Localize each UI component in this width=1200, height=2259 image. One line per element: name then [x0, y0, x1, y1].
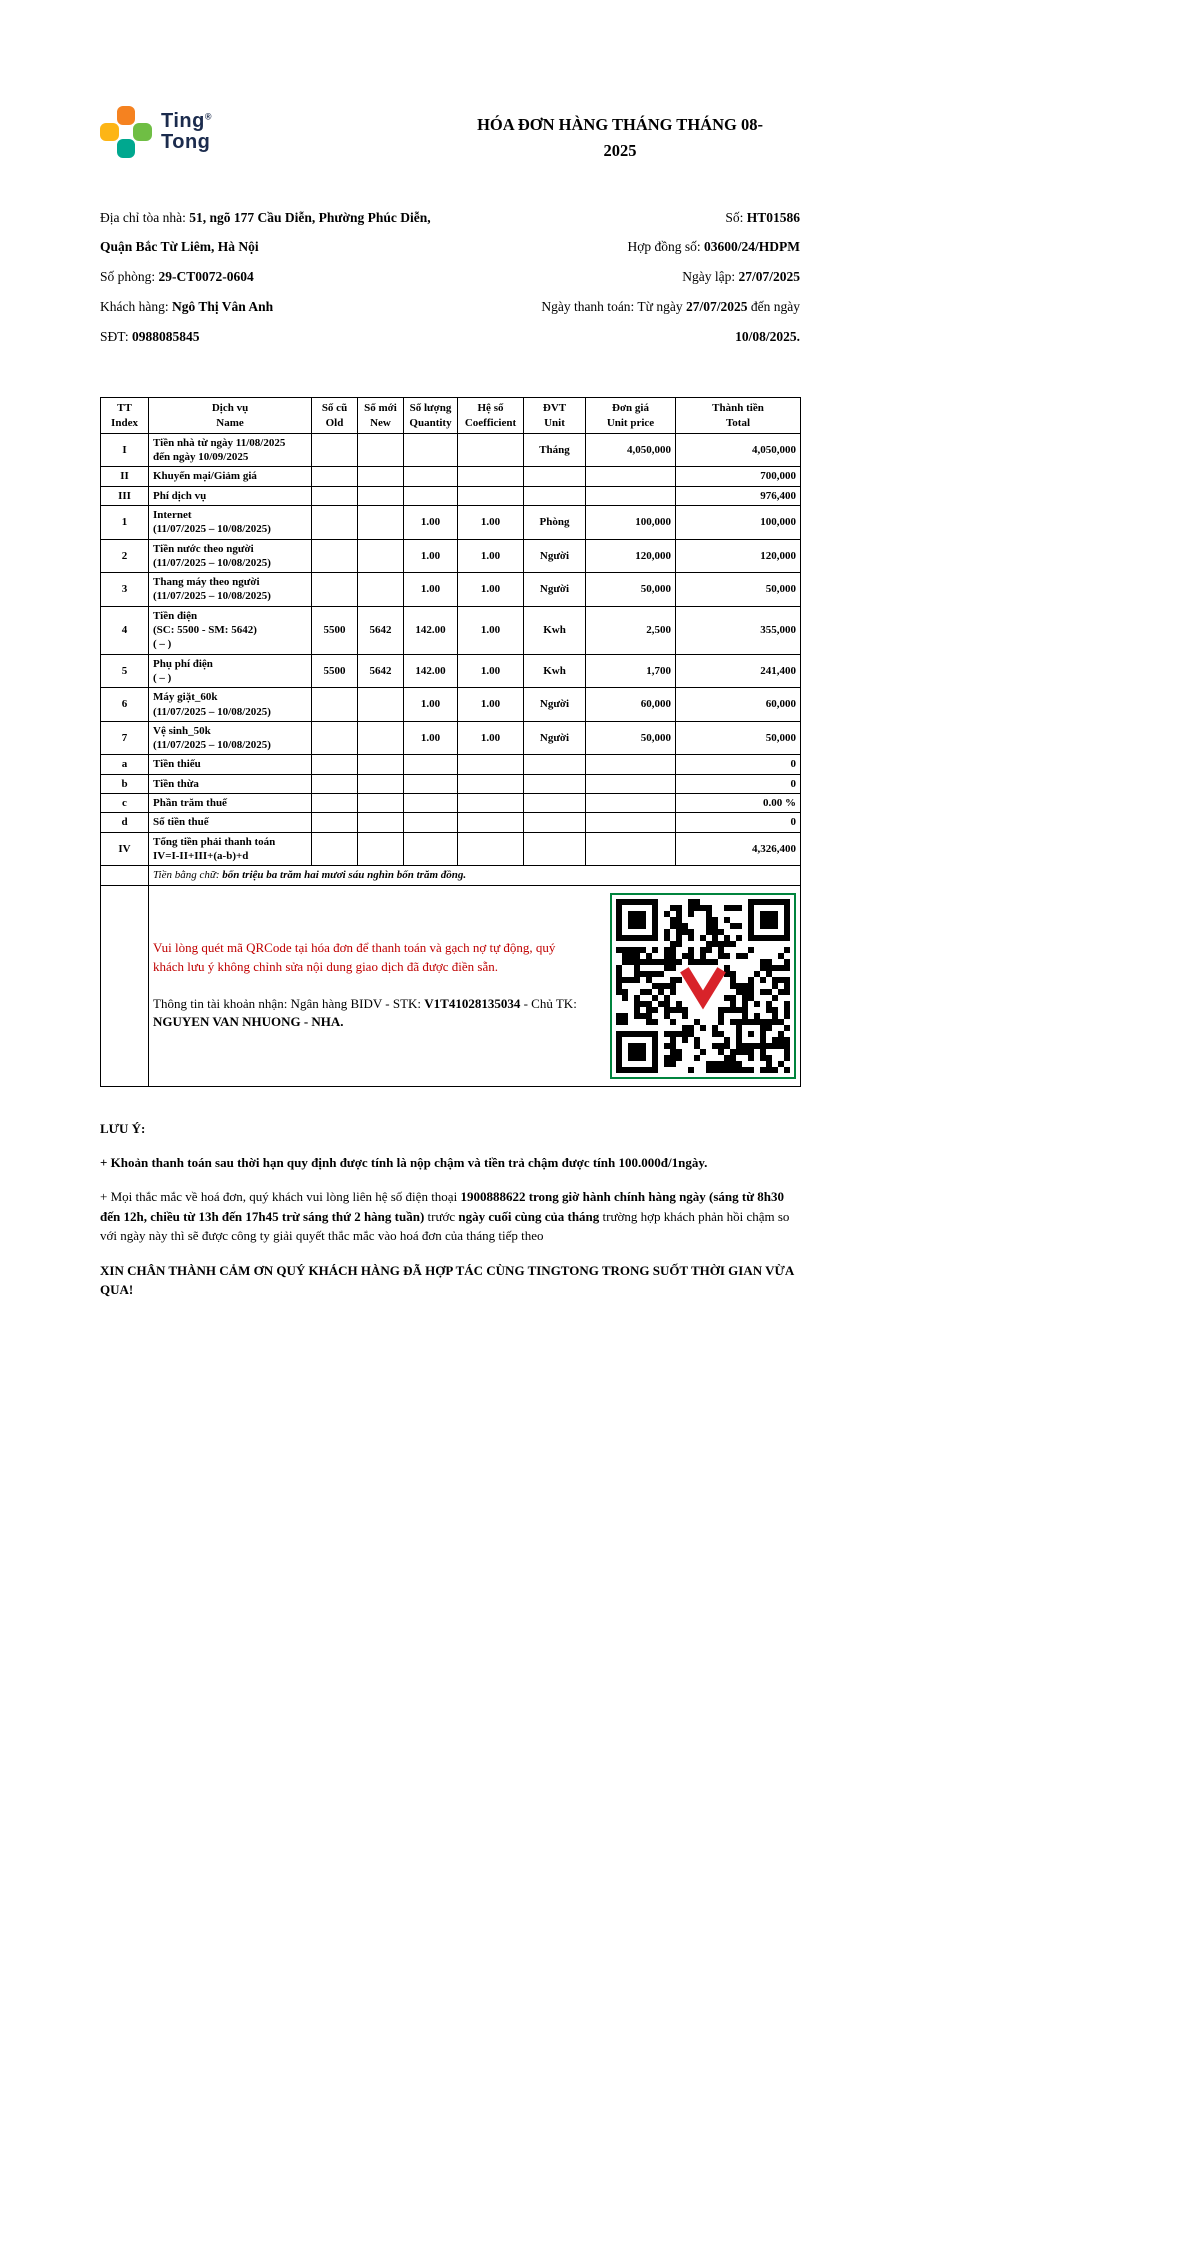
empty-index-cell: [101, 885, 149, 1086]
quantity-cell: [404, 813, 458, 832]
quantity-cell: 1.00: [404, 506, 458, 540]
table-row: [101, 654, 801, 688]
issue-date: [510, 262, 800, 292]
column-header: Số lượng Quantity: [404, 398, 458, 434]
text-segment: 03600/24/HDPM: [704, 239, 800, 255]
new-reading-cell: [358, 688, 404, 722]
row-index-cell: I: [101, 433, 149, 467]
table-row: [101, 486, 801, 505]
text-segment: 29-CT0072-0604: [158, 269, 254, 285]
row-index-cell: 3: [101, 573, 149, 607]
total-cell: 0: [676, 755, 801, 774]
unit-cell: Người: [524, 688, 586, 722]
table-row: [101, 774, 801, 793]
qr-flex: [153, 888, 796, 1084]
total-cell: 0: [676, 813, 801, 832]
column-header: ĐVT Unit: [524, 398, 586, 434]
unit-price-cell: 50,000: [586, 721, 676, 755]
service-name-line: IV=I-II+III+(a-b)+d: [153, 849, 249, 862]
old-reading-cell: 5500: [312, 606, 358, 654]
text-segment: Hợp đồng số:: [627, 239, 704, 255]
service-name-line: (11/07/2025 – 10/08/2025): [153, 556, 271, 569]
column-header: Hệ số Coefficient: [458, 398, 524, 434]
new-reading-cell: [358, 539, 404, 573]
service-name-cell: [149, 813, 312, 832]
old-reading-cell: [312, 433, 358, 467]
new-reading-cell: [358, 813, 404, 832]
coefficient-cell: [458, 755, 524, 774]
unit-price-cell: [586, 832, 676, 866]
total-cell: 100,000: [676, 506, 801, 540]
total-cell: 50,000: [676, 721, 801, 755]
quantity-cell: [404, 774, 458, 793]
column-header: Số cũ Old: [312, 398, 358, 434]
service-name-line: Phí dịch vụ: [153, 489, 207, 502]
service-name-line: Số tiền thuế: [153, 816, 209, 829]
coefficient-cell: [458, 433, 524, 467]
unit-price-cell: 100,000: [586, 506, 676, 540]
text-segment: 27/07/2025: [738, 269, 800, 285]
table-row: [101, 606, 801, 654]
quantity-cell: 1.00: [404, 539, 458, 573]
row-index-cell: d: [101, 813, 149, 832]
thank-you-note: XIN CHÂN THÀNH CẢM ƠN QUÝ KHÁCH HÀNG ĐÃ HỢP TÁC CÙNG TINGTONG TRONG SUỐT THỜI GIAN VỪA QUA!: [100, 1262, 794, 1298]
unit-price-cell: [586, 467, 676, 486]
amount-in-words-row: [101, 866, 801, 885]
service-name-cell: [149, 755, 312, 774]
unit-cell: [524, 755, 586, 774]
coefficient-cell: 1.00: [458, 506, 524, 540]
row-index-cell: a: [101, 755, 149, 774]
old-reading-cell: [312, 506, 358, 540]
invoice-meta: [510, 203, 800, 351]
service-name-line: Phần trăm thuế: [153, 797, 227, 810]
old-reading-cell: [312, 813, 358, 832]
header: [100, 106, 800, 165]
info-section: [100, 203, 800, 351]
table-row: [101, 832, 801, 866]
coefficient-cell: 1.00: [458, 721, 524, 755]
quantity-cell: 142.00: [404, 654, 458, 688]
column-header: TT Index: [101, 398, 149, 434]
coefficient-cell: 1.00: [458, 539, 524, 573]
text-segment: Thông tin tài khoản nhận: Ngân hàng BIDV - STK:: [153, 995, 425, 1011]
old-reading-cell: [312, 832, 358, 866]
qr-row: [101, 885, 801, 1086]
text-segment: trường hợp khách phản hồi chậm so với ngày này thì sẽ được công ty giải quyết thắc mắc vào hoá đơn của tháng tiếp theo: [100, 1208, 790, 1244]
invoice-title-line1: HÓA ĐƠN HÀNG THÁNG THÁNG 08-: [477, 115, 763, 134]
unit-cell: Người: [524, 539, 586, 573]
service-name-line: Tiền điện: [153, 609, 198, 622]
row-index-cell: 4: [101, 606, 149, 654]
table-row: [101, 539, 801, 573]
building-info: [100, 203, 440, 351]
old-reading-cell: [312, 539, 358, 573]
qr-payment-cell: [149, 885, 801, 1086]
new-reading-cell: [358, 832, 404, 866]
service-name-cell: [149, 506, 312, 540]
service-name-line: Vệ sinh_50k: [153, 724, 211, 737]
new-reading-cell: 5642: [358, 654, 404, 688]
row-index-cell: b: [101, 774, 149, 793]
old-reading-cell: [312, 467, 358, 486]
service-name-cell: [149, 654, 312, 688]
logo-text-ting: Ting: [161, 110, 205, 132]
coefficient-cell: 1.00: [458, 606, 524, 654]
table-header-row: [101, 398, 801, 434]
quantity-cell: [404, 794, 458, 813]
text-segment: HT01586: [746, 209, 800, 225]
old-reading-cell: [312, 573, 358, 607]
old-reading-cell: [312, 794, 358, 813]
text-segment: - Chủ TK:: [520, 995, 577, 1011]
text-segment: Ngày lập:: [682, 269, 739, 285]
column-header: Thành tiền Total: [676, 398, 801, 434]
coefficient-cell: [458, 774, 524, 793]
unit-price-cell: [586, 486, 676, 505]
new-reading-cell: [358, 506, 404, 540]
logo-wordmark: [161, 111, 212, 153]
unit-cell: [524, 794, 586, 813]
service-name-line: (SC: 5500 - SM: 5642): [153, 624, 257, 637]
service-name-line: Internet: [153, 509, 192, 521]
text-segment: Số phòng:: [100, 269, 159, 285]
unit-cell: Người: [524, 573, 586, 607]
old-reading-cell: 5500: [312, 654, 358, 688]
unit-price-cell: 120,000: [586, 539, 676, 573]
service-name-cell: [149, 774, 312, 793]
service-name-line: (11/07/2025 – 10/08/2025): [153, 705, 271, 718]
room-number: [100, 262, 440, 292]
new-reading-cell: [358, 774, 404, 793]
unit-price-cell: [586, 794, 676, 813]
service-name-line: Tiền nhà từ ngày 11/08/2025: [153, 436, 286, 449]
text-segment: 27/07/2025: [686, 298, 748, 314]
unit-price-cell: 50,000: [586, 573, 676, 607]
empty-index-cell: [101, 866, 149, 885]
text-segment: Địa chỉ tòa nhà:: [100, 209, 190, 225]
service-name-cell: [149, 433, 312, 467]
total-cell: 241,400: [676, 654, 801, 688]
invoice-title: [440, 112, 800, 165]
quantity-cell: [404, 832, 458, 866]
row-index-cell: 1: [101, 506, 149, 540]
unit-cell: Tháng: [524, 433, 586, 467]
coefficient-cell: 1.00: [458, 654, 524, 688]
contract-number: [510, 232, 800, 262]
row-index-cell: IV: [101, 832, 149, 866]
quantity-cell: [404, 433, 458, 467]
coefficient-cell: [458, 467, 524, 486]
service-name-line: (11/07/2025 – 10/08/2025): [153, 739, 271, 752]
qr-texts: [153, 939, 583, 1032]
total-cell: 700,000: [676, 467, 801, 486]
old-reading-cell: [312, 688, 358, 722]
total-cell: 0.00 %: [676, 794, 801, 813]
new-reading-cell: [358, 721, 404, 755]
invoice-table-footer: [101, 866, 801, 1086]
service-name-line: Tiền thừa: [153, 777, 199, 790]
old-reading-cell: [312, 721, 358, 755]
text-segment: Ngày thanh toán: Từ ngày: [541, 298, 686, 314]
new-reading-cell: 5642: [358, 606, 404, 654]
text-segment: ngày cuối cùng của tháng: [458, 1208, 600, 1224]
old-reading-cell: [312, 774, 358, 793]
row-index-cell: 5: [101, 654, 149, 688]
coefficient-cell: [458, 832, 524, 866]
quantity-cell: 1.00: [404, 688, 458, 722]
row-index-cell: 7: [101, 721, 149, 755]
service-name-cell: [149, 539, 312, 573]
service-name-line: Thang máy theo người: [153, 576, 260, 589]
text-segment: 1900888622 trong giờ hành chính hàng ngày (sáng từ 8h30 đến 12h, chiều từ 13h đến 17h45 trừ sáng thứ 2 hàng tuần): [100, 1189, 785, 1224]
tingtong-logo: [100, 106, 212, 158]
service-name-cell: [149, 573, 312, 607]
coefficient-cell: 1.00: [458, 573, 524, 607]
invoice-table: [100, 397, 801, 1086]
service-name-line: Máy giặt_60k: [153, 691, 218, 704]
qr-code: [610, 893, 796, 1079]
total-cell: 50,000: [676, 573, 801, 607]
quantity-cell: 1.00: [404, 721, 458, 755]
service-name-line: (11/07/2025 – 10/08/2025): [153, 590, 271, 603]
column-header: Dịch vụ Name: [149, 398, 312, 434]
unit-cell: Kwh: [524, 606, 586, 654]
unit-price-cell: 60,000: [586, 688, 676, 722]
text-segment: V1T41028135034: [424, 995, 521, 1011]
customer-phone: [100, 322, 440, 352]
registered-mark: ®: [204, 111, 212, 122]
coefficient-cell: [458, 486, 524, 505]
table-row: [101, 467, 801, 486]
late-payment-note: + Khoản thanh toán sau thời hạn quy định được tính là nộp chậm và tiền trả chậm được tính 100.000đ/1ngày.: [100, 1154, 708, 1170]
table-row: [101, 755, 801, 774]
total-cell: 976,400: [676, 486, 801, 505]
new-reading-cell: [358, 486, 404, 505]
new-reading-cell: [358, 467, 404, 486]
text-segment: SĐT:: [100, 328, 132, 344]
customer-name: [100, 292, 440, 322]
unit-price-cell: [586, 755, 676, 774]
table-row: [101, 813, 801, 832]
notes-heading: LƯU Ý:: [100, 1120, 146, 1136]
row-index-cell: c: [101, 794, 149, 813]
logo-text-tong: Tong: [161, 131, 211, 153]
unit-cell: [524, 467, 586, 486]
new-reading-cell: [358, 573, 404, 607]
table-row: [101, 573, 801, 607]
unit-cell: [524, 486, 586, 505]
quantity-cell: 142.00: [404, 606, 458, 654]
invoice-table-body: [101, 433, 801, 865]
text-segment: 0988085845: [131, 328, 200, 344]
total-cell: 0: [676, 774, 801, 793]
quantity-cell: 1.00: [404, 573, 458, 607]
coefficient-cell: 1.00: [458, 688, 524, 722]
service-name-line: Tiền nước theo người: [153, 542, 254, 555]
text-segment: + Mọi thắc mắc về hoá đơn, quý khách vui lòng liên hệ số điện thoại: [100, 1189, 461, 1205]
service-name-cell: [149, 721, 312, 755]
amount-in-words: [149, 866, 801, 885]
coefficient-cell: [458, 813, 524, 832]
row-index-cell: III: [101, 486, 149, 505]
quantity-cell: [404, 486, 458, 505]
unit-price-cell: 1,700: [586, 654, 676, 688]
payment-period: [510, 292, 800, 351]
building-address: [100, 203, 440, 262]
service-name-cell: [149, 688, 312, 722]
coefficient-cell: [458, 794, 524, 813]
unit-price-cell: 2,500: [586, 606, 676, 654]
unit-cell: Kwh: [524, 654, 586, 688]
amount-in-words-value: bốn triệu ba trăm hai mươi sáu nghìn bốn trăm đồng.: [222, 869, 467, 882]
row-index-cell: II: [101, 467, 149, 486]
quantity-cell: [404, 467, 458, 486]
unit-price-cell: [586, 813, 676, 832]
total-cell: 4,050,000: [676, 433, 801, 467]
tingtong-logo-icon: [100, 106, 152, 158]
text-segment: Ngô Thị Vân Anh: [171, 298, 274, 314]
unit-cell: [524, 774, 586, 793]
text-segment: Khách hàng:: [100, 298, 172, 314]
qr-payment-note: Vui lòng quét mã QRCode tại hóa đơn để thanh toán và gạch nợ tự động, quý khách lưu ý không chỉnh sửa nội dung giao dịch đã được điền sẵn.: [153, 939, 556, 974]
column-header: Đơn giá Unit price: [586, 398, 676, 434]
unit-cell: [524, 832, 586, 866]
unit-price-cell: [586, 774, 676, 793]
text-segment: 10/08/2025.: [735, 328, 800, 344]
quantity-cell: [404, 755, 458, 774]
service-name-line: Tiền thiếu: [153, 758, 201, 771]
invoice-table-header: [101, 398, 801, 434]
invoice-content: [100, 0, 800, 1300]
unit-price-cell: 4,050,000: [586, 433, 676, 467]
unit-cell: Phòng: [524, 506, 586, 540]
text-segment: 51, ngõ 177 Cầu Diễn, Phường Phúc Diễn, Quận Bắc Từ Liêm, Hà Nội: [100, 209, 431, 255]
service-name-line: Tổng tiền phải thanh toán: [153, 835, 276, 848]
unit-cell: [524, 813, 586, 832]
old-reading-cell: [312, 755, 358, 774]
hotline-note: [100, 1187, 800, 1246]
total-cell: 355,000: [676, 606, 801, 654]
service-name-line: ( – ): [153, 638, 172, 651]
table-row: [101, 506, 801, 540]
logo-wordmark-line1: [161, 111, 212, 132]
service-name-cell: [149, 606, 312, 654]
total-cell: 4,326,400: [676, 832, 801, 866]
service-name-line: Khuyến mại/Giảm giá: [153, 470, 257, 483]
total-cell: 120,000: [676, 539, 801, 573]
new-reading-cell: [358, 794, 404, 813]
service-name-line: Phụ phí điện: [153, 657, 213, 670]
row-index-cell: 2: [101, 539, 149, 573]
old-reading-cell: [312, 486, 358, 505]
table-row: [101, 433, 801, 467]
service-name-cell: [149, 794, 312, 813]
service-name-cell: [149, 467, 312, 486]
unit-cell: Người: [524, 721, 586, 755]
text-segment: NGUYEN VAN NHUONG - NHA.: [153, 1014, 344, 1030]
new-reading-cell: [358, 755, 404, 774]
bank-account-info: [153, 995, 583, 1033]
total-cell: 60,000: [676, 688, 801, 722]
invoice-title-line2: 2025: [603, 141, 637, 161]
service-name-cell: [149, 832, 312, 866]
text-segment: đến ngày: [747, 298, 800, 314]
table-row: [101, 794, 801, 813]
service-name-line: (11/07/2025 – 10/08/2025): [153, 523, 271, 536]
column-header: Số mới New: [358, 398, 404, 434]
invoice-number: [510, 203, 800, 233]
service-name-line: đến ngày 10/09/2025: [153, 451, 249, 464]
table-row: [101, 688, 801, 722]
text-segment: trước: [424, 1208, 459, 1224]
service-name-cell: [149, 486, 312, 505]
new-reading-cell: [358, 433, 404, 467]
amount-in-words-label: Tiền bằng chữ:: [153, 869, 223, 882]
text-segment: Số:: [725, 209, 747, 225]
footer-notes: [100, 1121, 800, 1300]
service-name-line: ( – ): [153, 671, 172, 684]
row-index-cell: 6: [101, 688, 149, 722]
table-row: [101, 721, 801, 755]
